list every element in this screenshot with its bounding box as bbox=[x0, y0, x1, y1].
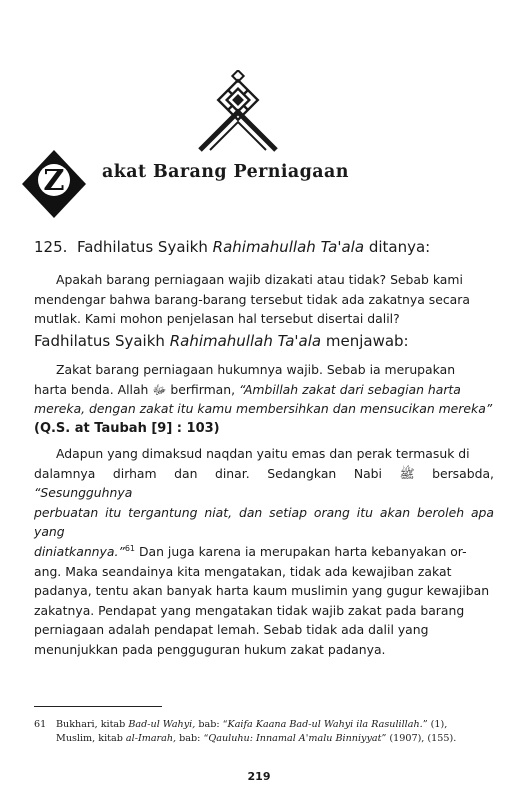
saw-glyph-icon: ﷺ bbox=[399, 465, 415, 481]
quran-quote-continued: mereka, dengan zakat itu kamu membersihkan dan mensucikan mereka” bbox=[34, 401, 493, 417]
text-line: padanya, tentu akan banyak harta kaum muslimin yang gugur kewajiban bbox=[34, 583, 490, 599]
decorative-ornament-icon bbox=[196, 70, 280, 154]
text-line: harta benda. Allah ﷻ berfirman, “Ambillah zakat dari sebagian harta bbox=[34, 381, 461, 397]
text-line: dalamnya dirham dan dinar. Sedangkan Nabi ﷺ bersabda, “Sesungguhnya bbox=[34, 465, 494, 501]
swt-glyph-icon: ﷻ bbox=[152, 381, 167, 397]
question-heading-honorific: Rahimahullah Ta'ala bbox=[212, 238, 365, 256]
answer-heading-prefix: Fadhilatus Syaikh bbox=[34, 332, 165, 350]
answer-heading-honorific: Rahimahullah Ta'ala bbox=[169, 332, 322, 350]
answer-paragraph-2 bbox=[34, 444, 494, 660]
answer-heading bbox=[34, 332, 409, 350]
text-line: diniatkannya.”$^{61}$ Dan juga karena ia merupakan harta kebanyakan or- bbox=[34, 543, 467, 559]
quran-reference: (Q.S. at Taubah [9] : 103) bbox=[34, 420, 220, 436]
page-number: 219 bbox=[247, 770, 271, 783]
text-line: menunjukkan pada pengguguran hukum zakat padanya. bbox=[34, 641, 386, 657]
footnote-reference[interactable]: 61 bbox=[124, 543, 135, 553]
text-line: zakatnya. Pendapat yang mengatakan tidak wajib zakat pada barang bbox=[34, 602, 465, 618]
question-heading bbox=[34, 238, 430, 256]
footnote bbox=[34, 718, 494, 746]
text-line: mendengar bahwa barang-barang tersebut tidak ada zakatnya secara bbox=[34, 291, 470, 307]
text-line: ang. Maka seandainya kita mengatakan, tidak ada kewajiban zakat bbox=[34, 563, 452, 579]
text-line: Adapun yang dimaksud naqdan yaitu emas dan perak termasuk di bbox=[56, 446, 470, 461]
chapter-title: akat Barang Perniagaan bbox=[102, 162, 349, 182]
hadith-quote-continued: perbuatan itu tergantung niat, dan setiap orang itu akan beroleh apa yang bbox=[34, 504, 494, 540]
text-line: Zakat barang perniagaan hukumnya wajib. Sebab ia merupakan bbox=[56, 362, 456, 377]
answer-heading-suffix: menjawab: bbox=[325, 332, 409, 350]
chapter-initial-badge bbox=[20, 148, 88, 220]
text-line: mutlak. Kami mohon penjelasan hal tersebut disertai dalil? bbox=[34, 311, 400, 327]
text-line: Apakah barang perniagaan wajib dizakati atau tidak? Sebab kami bbox=[56, 272, 463, 287]
question-number: 125. bbox=[34, 238, 68, 256]
answer-paragraph-1 bbox=[34, 360, 494, 438]
question-text bbox=[34, 270, 494, 329]
footnote-number: 61 bbox=[34, 719, 47, 730]
quran-quote: “Ambillah zakat dari sebagian harta bbox=[239, 381, 461, 397]
question-heading-prefix: Fadhilatus Syaikh bbox=[76, 238, 208, 256]
hadith-quote: “Sesungguhnya bbox=[34, 485, 133, 501]
text-line: perniagaan adalah pendapat lemah. Sebab tidak ada dalil yang bbox=[34, 622, 429, 638]
chapter-initial-letter: Z bbox=[43, 163, 65, 197]
footnote-line: Muslim, kitab al-Imarah, bab: “Qauluhu: Innamal A'malu Binniyyat” (1907), (155). bbox=[56, 733, 457, 744]
footnote-divider bbox=[34, 706, 162, 707]
footnote-line: Bukhari, kitab Bad-ul Wahyi, bab: “Kaifa Kaana Bad-ul Wahyi ila Rasulillah.” (1), bbox=[56, 719, 448, 730]
question-heading-suffix: ditanya: bbox=[368, 238, 431, 256]
